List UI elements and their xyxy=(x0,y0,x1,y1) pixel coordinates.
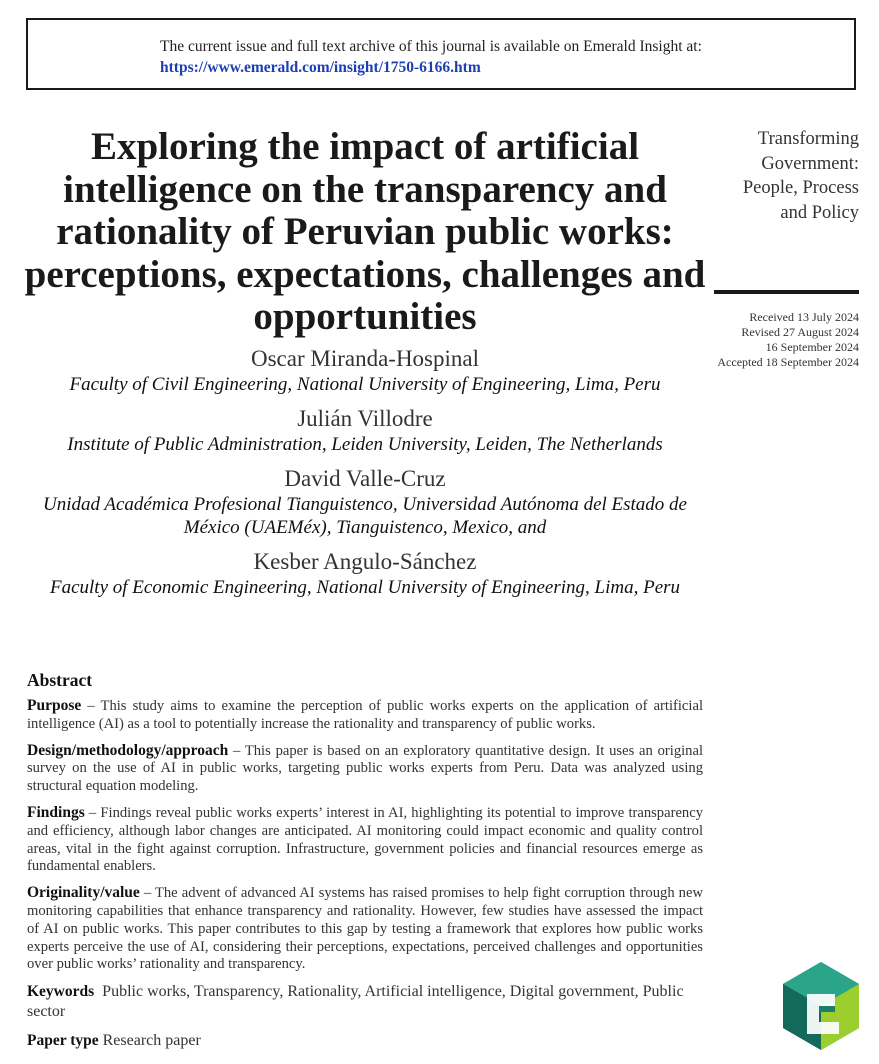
abstract-design xyxy=(27,742,703,796)
paper-type-text: Research paper xyxy=(102,1032,201,1050)
author-affiliation: Faculty of Economic Engineering, National University of Engineering, Lima, Peru xyxy=(49,577,681,598)
revised-date: Revised 27 August 2024 xyxy=(741,325,859,339)
purpose-label: Purpose xyxy=(27,697,82,714)
paper-type-label: Paper type xyxy=(27,1032,99,1050)
keywords-text: Public works, Transparency, Rationality, Artificial intelligence, Digital government, Public sector xyxy=(27,983,684,1021)
received-date: Received 13 July 2024 xyxy=(749,310,859,324)
abstract-originality xyxy=(27,884,703,974)
keywords-label: Keywords xyxy=(27,983,95,1001)
purpose-text: – This study aims to examine the perception of public works experts on the application of artificial intelligence (AI) as a tool to potentially increase the rationality and transparency of public works. xyxy=(27,698,703,732)
originality-text: – The advent of advanced AI systems has raised promises to help fight corruption through new monitoring capabilities that enhance transparency and rationality. However, few studies have assessed the impact of AI on public works. This paper contributes to this gap by testing a framework that explores how public works experts perceive the use of AI, considering their perceptions, expectations, perceived challenges and opportunities over public works’ rationality and transparency. xyxy=(27,885,703,973)
journal-name-line: Transforming xyxy=(757,129,859,149)
abstract-heading: Abstract xyxy=(27,670,93,690)
author-list xyxy=(24,345,706,599)
accepted-date: Accepted 18 September 2024 xyxy=(717,355,859,369)
author-name: Julián Villodre xyxy=(297,406,433,431)
divider-rule xyxy=(714,290,859,294)
abstract-findings xyxy=(27,804,703,876)
author-name: Oscar Miranda-Hospinal xyxy=(250,346,479,371)
paper-type xyxy=(27,1031,703,1051)
design-text: – This paper is based on an exploratory quantitative design. It uses an original survey on the use of AI in public works, targeting public works experts from Peru. Data was analyzed using structural equation modeling. xyxy=(27,742,703,795)
emerald-logo-icon xyxy=(781,960,861,1052)
publication-history xyxy=(689,310,859,370)
author-name: Kesber Angulo-Sánchez xyxy=(253,549,477,574)
author-affiliation: Unidad Académica Profesional Tianguistenco, Universidad Autónoma del Estado de México (UAEMéx), Tianguistenco, Mexico, and xyxy=(42,494,687,538)
journal-url-link[interactable]: https://www.emerald.com/insight/1750-6166.htm xyxy=(160,59,481,76)
design-label: Design/methodology/approach xyxy=(27,741,229,759)
article-title: Exploring the impact of artificial intelligence on the transparency and rationality of Peruvian public works: perceptions, expectations, challenges and opportunities xyxy=(24,125,706,338)
journal-name-line: People, Process xyxy=(742,178,859,198)
author-name: David Valle-Cruz xyxy=(284,466,446,491)
author-affiliation: Institute of Public Administration, Leiden University, Leiden, The Netherlands xyxy=(67,434,663,455)
findings-label: Findings xyxy=(27,803,85,821)
archive-banner xyxy=(26,18,856,90)
abstract-purpose xyxy=(27,697,703,734)
journal-name xyxy=(709,127,859,225)
originality-label: Originality/value xyxy=(27,884,140,902)
findings-text: – Findings reveal public works experts’ interest in AI, highlighting its potential to improve transparency and efficiency, although labor changes are anticipated. AI monitoring could impact economic and quality control areas, vital in the fight against corruption. Infrastructure, government policies and financial resources emerge as fundamental enablers. xyxy=(27,804,703,875)
journal-name-line: Government: xyxy=(761,153,859,174)
author-affiliation: Faculty of Civil Engineering, National University of Engineering, Lima, Peru xyxy=(69,374,661,395)
keywords xyxy=(27,982,703,1022)
abstract-section xyxy=(27,670,703,1051)
revised-date-2: 16 September 2024 xyxy=(765,340,859,354)
archive-notice: The current issue and full text archive of this journal is available on Emerald Insight at: xyxy=(160,38,702,55)
journal-name-line: and Policy xyxy=(780,202,859,223)
